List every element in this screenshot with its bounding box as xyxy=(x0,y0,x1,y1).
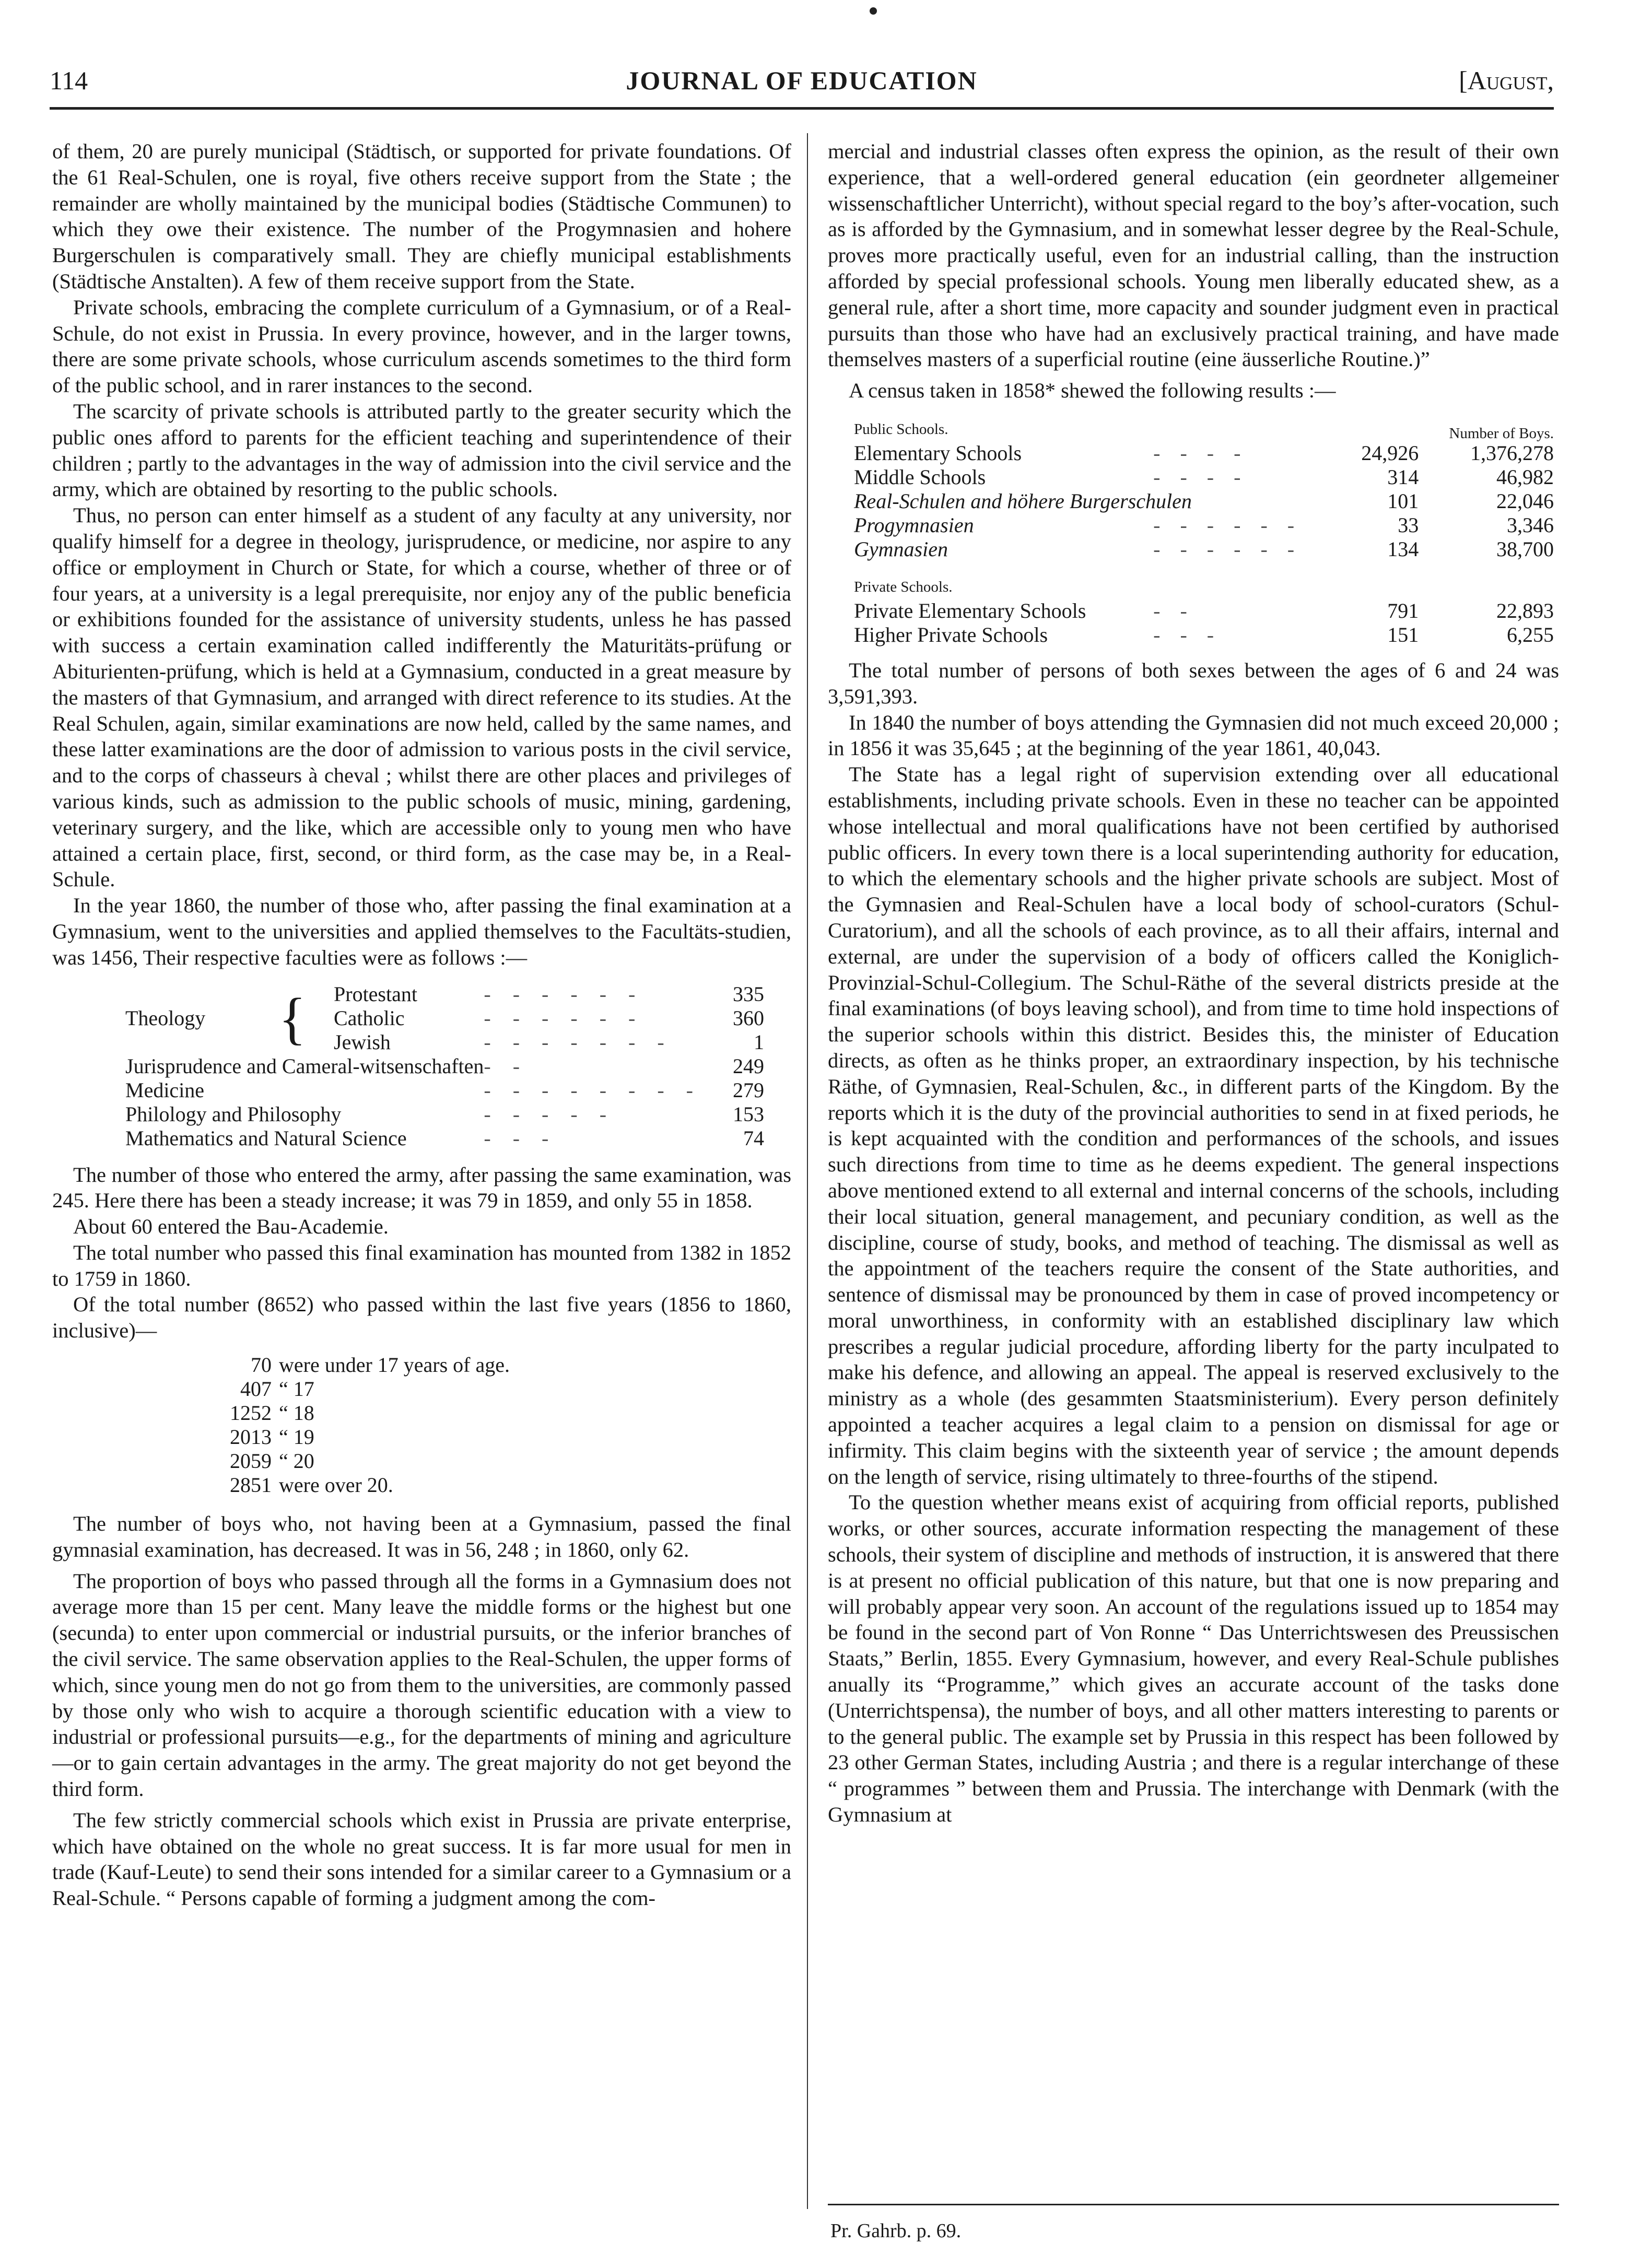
faculty-value: 249 xyxy=(732,1054,764,1078)
paragraph: The total number who passed this final examination has mounted from 1382 in 1852 to 1759 in 1860. xyxy=(52,1240,791,1290)
paragraph: Thus, no person can enter himself as a student of any faculty at any university, nor qualify himself for a degree in theology, jurisprudence, or medicine, nor aspire to any office or employment in Church or State, for which a course, whether of three or of four years, at a university is a legal prerequisite, nor enjoy any of the public beneficia or exhibitions founded for the assistance of university students, unless he has passed with success a certain examination called indifferently the Maturitäts-prüfung or Abiturienten-prüfung, which is held at a Gymnasium, conducted in a great measure by the masters of that Gymnasium, and arranged with direct reference to its studies. At the Real Schulen, again, similar examinations are now held, called by the same names, and these latter examinations are the door of admission to various posts in the civil service, and to the corps of chasseurs à cheval ; whilst there are other places and privileges of various kinds, such as admission to the public schools of music, mining, gardening, veterinary surgery, and the like, which are accessible only to young men who have attained a certain place, first, second, or third form, as the case may be, in a Real-Schule. xyxy=(52,503,791,891)
school-count: 24,926 xyxy=(1361,441,1419,465)
table-row xyxy=(125,1102,764,1126)
school-count: 101 xyxy=(1387,489,1419,513)
leader-dashes: - - - - - - xyxy=(484,1006,644,1030)
boys-count: 38,700 xyxy=(1496,537,1554,561)
paragraph: Private schools, embracing the complete curriculum of a Gymnasium, or of a Real-Schule, do not exist in Prussia. In every province, however, and in the larger towns, there are some private schools, whose curriculum ascends sometimes to the third form of the public school, and in rarer instances to the second. xyxy=(52,295,791,397)
footnote-rule xyxy=(828,2204,1559,2205)
age-count: 1252 xyxy=(230,1401,272,1425)
table-row xyxy=(230,1353,517,1377)
leader-dashes: - - - - - - - - xyxy=(484,1078,701,1102)
paragraph: The total number of persons of both sexes between the ages of 6 and 24 was 3,591,393. xyxy=(828,658,1559,708)
journal-title: JOURNAL OF EDUCATION xyxy=(626,66,978,95)
brace-glyph: { xyxy=(278,986,307,1050)
faculty-value: 335 xyxy=(732,982,764,1006)
boys-count: 1,376,278 xyxy=(1470,441,1554,465)
boys-count: 22,046 xyxy=(1496,489,1554,513)
faculty-value: 1 xyxy=(753,1030,764,1054)
age-text: were over 20. xyxy=(279,1473,393,1497)
boys-count: 46,982 xyxy=(1496,465,1554,489)
table-row xyxy=(854,465,1554,489)
age-count: 2013 xyxy=(230,1425,272,1449)
table-row xyxy=(125,1054,764,1078)
table-row xyxy=(854,414,1554,441)
table-row xyxy=(230,1473,517,1497)
paragraph: The scarcity of private schools is attributed partly to the greater security which the public ones afford to parents for the efficient teaching and superintendence of their children ; partly to the advantages in the way of admission into the civil service and the army, which are obtained by resorting to the public schools. xyxy=(52,399,791,501)
faculty-name: Philology and Philosophy xyxy=(125,1102,342,1126)
school-name: Private Elementary Schools xyxy=(854,598,1086,622)
table-row xyxy=(854,561,1554,599)
school-name: Higher Private Schools xyxy=(854,622,1048,647)
school-name: Real-Schulen and höhere Burgerschulen xyxy=(854,489,1192,513)
table-row xyxy=(854,441,1554,465)
faculty-name: Mathematics and Natural Science xyxy=(125,1126,407,1150)
leader-dashes: - - - xyxy=(1153,622,1222,647)
boys-count: 3,346 xyxy=(1507,513,1554,537)
age-count: 407 xyxy=(240,1377,272,1401)
theology-label: Theology xyxy=(125,1006,206,1030)
leader-dashes: - - - - xyxy=(1153,465,1248,489)
ages-table xyxy=(230,1353,517,1497)
table-row xyxy=(854,537,1554,561)
paragraph: The number of those who entered the army, after passing the same examination, was 245. Here there has been a steady increase; it was 79 in 1859, and only 55 in 1858. xyxy=(52,1162,791,1213)
age-text: “ 18 xyxy=(279,1401,314,1425)
school-count: 151 xyxy=(1387,622,1419,647)
public-schools-header: Public Schools. xyxy=(854,420,948,438)
paragraph: The number of boys who, not having been at a Gymnasium, passed the final gymnasial examination, has decreased. It was in 56, 248 ; in 1860, only 62. xyxy=(52,1512,791,1561)
page-number: 114 xyxy=(50,66,88,95)
school-count: 791 xyxy=(1387,598,1419,622)
table-row xyxy=(230,1449,517,1473)
age-count: 2851 xyxy=(230,1473,272,1497)
boys-column-header: Number of Boys. xyxy=(1449,425,1554,442)
table-row xyxy=(854,513,1554,537)
paragraph: To the question whether means exist of acquiring from official reports, published works, or other sources, accurate information respecting the management of these schools, their system of discipline and methods of instruction, it is answered that there is at present no official publication of this nature, but that one is now preparing and will probably appear very soon. An account of the regulations issued up to 1854 may be found in the second part of Von Ronne “ Das Unterrichtswesen des Preussischen Staats,” Berlin, 1855. Every Gymnasium, however, and every Real-Schule publishes anually its “Programme,” which gives an accurate account of the tasks done (Unterrichtspensa), the number of boys, and all other matters interesting to parents or to the general public. The example set by Prussia in this respect has been followed by 23 other German States, including Austria ; and there is a regular interchange of these “ programmes ” between them and Prussia. The interchange with Denmark (with the Gymnasium at xyxy=(828,1490,1559,1827)
table-row xyxy=(125,1126,764,1150)
boys-count: 6,255 xyxy=(1507,622,1554,647)
age-text: “ 17 xyxy=(279,1377,314,1401)
leader-dashes: - - - - xyxy=(1153,441,1248,465)
table-row xyxy=(230,1425,517,1449)
school-name: Elementary Schools xyxy=(854,441,1022,465)
school-name: Gymnasien xyxy=(854,537,948,561)
paragraph: of them, 20 are purely municipal (Städtisch, or supported for private foundations. Of the 61 Real-Schulen, one is royal, five others receive support from the State ; the remainder are wholly maintained by the municipal bodies (Städtische Communen) to which they owe their existence. The number of the Progymnasien and hohere Burgerschulen is comparatively small. They are chiefly municipal establishments (Städtische Anstalten). A few of them receive support from the State. xyxy=(52,139,791,293)
age-count: 2059 xyxy=(230,1449,272,1473)
paragraph: Of the total number (8652) who passed within the last five years (1856 to 1860, inclusive)— xyxy=(52,1292,791,1343)
private-schools-header: Private Schools. xyxy=(854,578,953,595)
school-count: 314 xyxy=(1387,465,1419,489)
paragraph: About 60 entered the Bau-Academie. xyxy=(73,1215,389,1239)
census-table xyxy=(854,414,1554,647)
column-divider xyxy=(807,133,808,2209)
leader-dashes: - - - - - - xyxy=(1153,513,1302,537)
table-row xyxy=(854,489,1554,513)
paragraph: A census taken in 1858* shewed the following results :— xyxy=(849,379,1336,403)
running-head-month: [August, xyxy=(1459,66,1554,95)
leader-dashes: - - - xyxy=(484,1126,557,1150)
faculty-name: Jurisprudence and Cameral-witsenschaften xyxy=(125,1054,484,1078)
faculty-value: 74 xyxy=(743,1126,764,1150)
paragraph: In 1840 the number of boys attending the Gymnasien did not much exceed 20,000 ; in 1856 it was 35,645 ; at the beginning of the year 1861, 40,043. xyxy=(828,710,1559,760)
faculty-value: 360 xyxy=(732,1006,764,1030)
faculty-name: Protestant xyxy=(334,982,417,1006)
table-row xyxy=(125,1078,764,1102)
table-row xyxy=(854,623,1554,647)
boys-count: 22,893 xyxy=(1496,598,1554,622)
school-name: Progymnasien xyxy=(854,513,974,537)
paragraph: In the year 1860, the number of those who, after passing the final examination at a Gymnasium, went to the universities and applied themselves to the Facultäts-studien, was 1456, Their respective faculties were as follows :— xyxy=(52,894,791,969)
header-rule xyxy=(50,107,1554,110)
leader-dashes: - - - - - - - xyxy=(484,1030,673,1054)
leader-dashes: - - xyxy=(484,1054,529,1078)
age-text: “ 19 xyxy=(279,1425,314,1449)
faculty-value: 153 xyxy=(732,1102,764,1126)
school-count: 33 xyxy=(1398,513,1419,537)
left-column xyxy=(52,138,791,1911)
age-text: were under 17 years of age. xyxy=(279,1353,510,1377)
table-row xyxy=(230,1401,517,1425)
paragraph: mercial and industrial classes often express the opinion, as the result of their own experience, that a well-ordered general education (ein geordneter allgemeiner wissenschaftlicher Unterricht), without special regard to the boy’s after-vocation, such as is afforded by the Gymnasium, and in somewhat lesser degree by the Real-Schule, proves more practically useful, even for an industrial calling, than the instruction afforded by special professional schools. Young men liberally educated shew, as a general rule, after a short time, more capacity and sounder judgment even in practical pursuits than those who have had an exclusively practical training, and have made themselves masters of a superficial routine (eine äusserliche Routine.)” xyxy=(828,139,1559,371)
table-row xyxy=(230,1377,517,1401)
paragraph: The State has a legal right of supervision extending over all educational establishments, including private schools. Even in these no teacher can be appointed whose intellectual and moral qualifications have not been certified by authorised public officers. In every town there is a local superintending authority for education, to which the elementary schools and the higher private schools are subject. Most of the Gymnasien and Real-Schulen have a local body of school-curators (Schul-Curatorium), and all the schools of each province, as to all their affairs, internal and external, are under the supervision of a body of officers called the Koniglich-Provinzial-Schul-Collegium. The Schul-Räthe of the several districts preside at the final examinations (of boys leaving school), and from time to time hold inspections of the superior schools within this district. Besides this, the minister of Education directs, as often as he thinks proper, an extraordinary inspection, by his technische Räthe, of Gymnasien, Real-Schulen, &c., in different parts of the Kingdom. By the reports which it is the duty of the provincial authorities to send in at fixed periods, he is kept acquainted with the condition and performances of the schools, and issues such directions from time to time as he deems expedient. The general inspections above mentioned extend to all external and internal concerns of the schools, including their local situation, general management, and pecuniary condition, as well as the discipline, course of study, books, and method of teaching. The dismissal as well as the appointment of the teachers require the consent of the State authorities, and sentence of dismissal may be pronounced by them in case of proved incompetency or moral unworthiness, in conformity with an established disciplinary law which prescribes a regular judicial procedure, affording liberty for the party inculpated to make his defence, and allowing an appeal. The appeal is reserved exclusively to the ministry as a whole (des gesammten Staatsministerium). Every person definitely appointed a teacher acquires a legal claim to a pension on dismissal for age or infirmity. This claim begins with the sixteenth year of service ; the amount depends on the length of service, rising ultimately to three-fourths of the stipend. xyxy=(828,762,1559,1488)
faculty-name: Jewish xyxy=(334,1030,391,1054)
footnote: Pr. Gahrb. p. 69. xyxy=(830,2220,962,2242)
faculty-value: 279 xyxy=(732,1078,764,1102)
faculties-table xyxy=(125,982,764,1150)
faculty-name: Medicine xyxy=(125,1078,205,1102)
age-text: “ 20 xyxy=(279,1449,314,1473)
leader-dashes: - - xyxy=(1153,598,1194,622)
page-header xyxy=(50,55,1554,112)
leader-dashes: - - - - - xyxy=(484,1102,615,1126)
school-count: 134 xyxy=(1387,537,1419,561)
page-mark xyxy=(870,7,877,15)
paragraph: The proportion of boys who passed through all the forms in a Gymnasium does not average more than 15 per cent. Many leave the middle forms or the highest but one (secunda) to enter upon commercial or industrial pursuits, or the inferior branches of the civil service. The same observation applies to the Real-Schulen, the upper forms of which, since young men do not go from them to the universities, are commonly passed by those only who wish to acquire a thorough scientific education with a view to industrial or professional pursuits—e.g., for the departments of mining and agriculture—or to gain certain advantages in the army. The great majority do not get beyond the third form. xyxy=(52,1569,791,1801)
age-count: 70 xyxy=(251,1353,272,1377)
leader-dashes: - - - - - - xyxy=(1153,537,1302,561)
leader-dashes: - - - - - - xyxy=(484,982,644,1006)
right-column xyxy=(828,138,1559,1828)
school-name: Middle Schools xyxy=(854,465,986,489)
table-row xyxy=(854,599,1554,623)
faculty-name: Catholic xyxy=(334,1006,405,1030)
paragraph: The few strictly commercial schools which exist in Prussia are private enterprise, which have obtained on the whole no great success. It is far more usual for men in trade (Kauf-Leute) to send their sons intended for a similar career to a Gymnasium or a Real-Schule. “ Persons capable of forming a judgment among the com- xyxy=(52,1808,791,1910)
table-row xyxy=(125,982,764,1006)
